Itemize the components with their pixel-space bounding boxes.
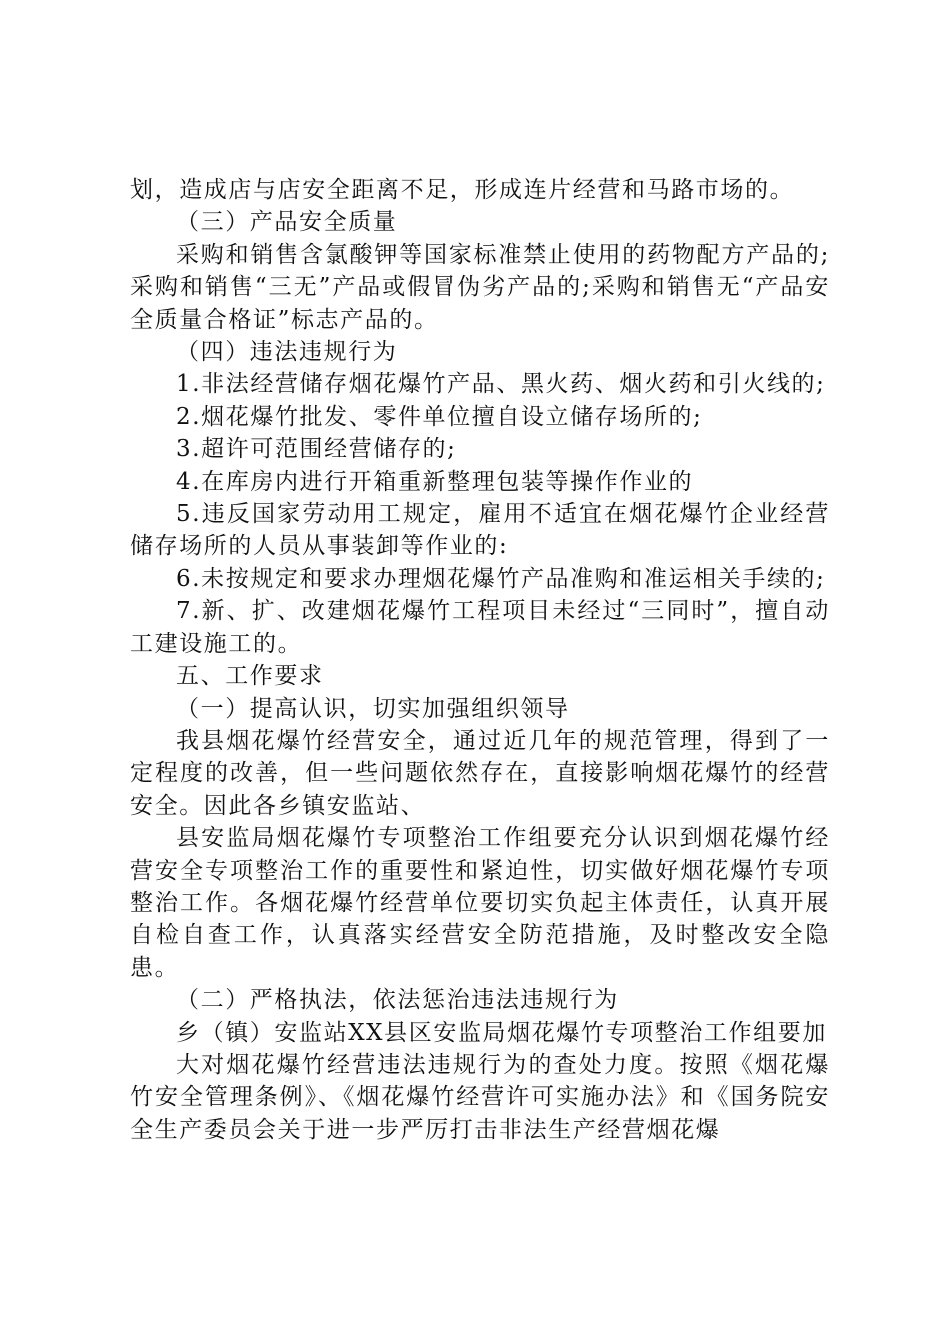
paragraph-product-quality: 采购和销售含氯酸钾等国家标准禁止使用的药物配方产品的;采购和销售“三无”产品或假冒伪劣产品的;采购和销售无“产品安全质量合格证”标志产品的。: [130, 241, 830, 333]
list-item-violation-7: 7.新、扩、改建烟花爆竹工程项目未经过“三同时”，擅自动工建设施工的。: [130, 598, 830, 657]
list-item-violation-4: 4.在库房内进行开箱重新整理包装等操作作业的: [176, 468, 694, 495]
list-item-violation-2: 2.烟花爆竹批发、零件单位擅自设立储存场所的;: [176, 403, 703, 430]
subsection-heading-enforcement: （二）严格执法，依法惩治违法违规行为: [176, 987, 619, 1014]
section-heading-violations: （四）违法违规行为: [176, 339, 398, 366]
list-item-violation-5: 5.违反国家劳动用工规定，雇用不适宜在烟花爆竹企业经营储存场所的人员从事装卸等作业的:: [130, 501, 830, 560]
list-item-violation-1: 1.非法经营储存烟花爆竹产品、黑火药、烟火药和引火线的;: [176, 371, 826, 398]
paragraph-enforcement-2: 大对烟花爆竹经营违法违规行为的查处力度。按照《烟花爆竹安全管理条例》、《烟花爆竹经营许可实施办法》和《国务院安全生产委员会关于进一步严厉打击非法生产经营烟花爆: [130, 1051, 830, 1143]
list-item-violation-3: 3.超许可范围经营储存的;: [176, 436, 457, 463]
paragraph-awareness-2: 县安监局烟花爆竹专项整治工作组要充分认识到烟花爆竹经营安全专项整治工作的重要性和紧迫性，切实做好烟花爆竹专项整治工作。各烟花爆竹经营单位要切实负起主体责任，认真开展自检自查工作，认真落实经营安全防范措施，及时整改安全隐患。: [130, 825, 830, 981]
section-heading-product-quality: （三）产品安全质量: [176, 209, 398, 236]
paragraph-1: 划，造成店与店安全距离不足，形成连片经营和马路市场的。: [130, 177, 795, 203]
paragraph-enforcement-1: 乡（镇）安监站XX县区安监局烟花爆竹专项整治工作组要加: [176, 1019, 827, 1046]
list-item-violation-6: 6.未按规定和要求办理烟花爆竹产品准购和准运相关手续的;: [176, 565, 826, 592]
subsection-heading-awareness: （一）提高认识，切实加强组织领导: [176, 695, 570, 722]
section-heading-work-requirements: 五、工作要求: [176, 663, 324, 690]
document-body: [130, 174, 830, 1146]
paragraph-awareness-1: 我县烟花爆竹经营安全，通过近几年的规范管理，得到了一定程度的改善，但一些问题依然存在，直接影响烟花爆竹的经营安全。因此各乡镇安监站、: [130, 727, 830, 819]
